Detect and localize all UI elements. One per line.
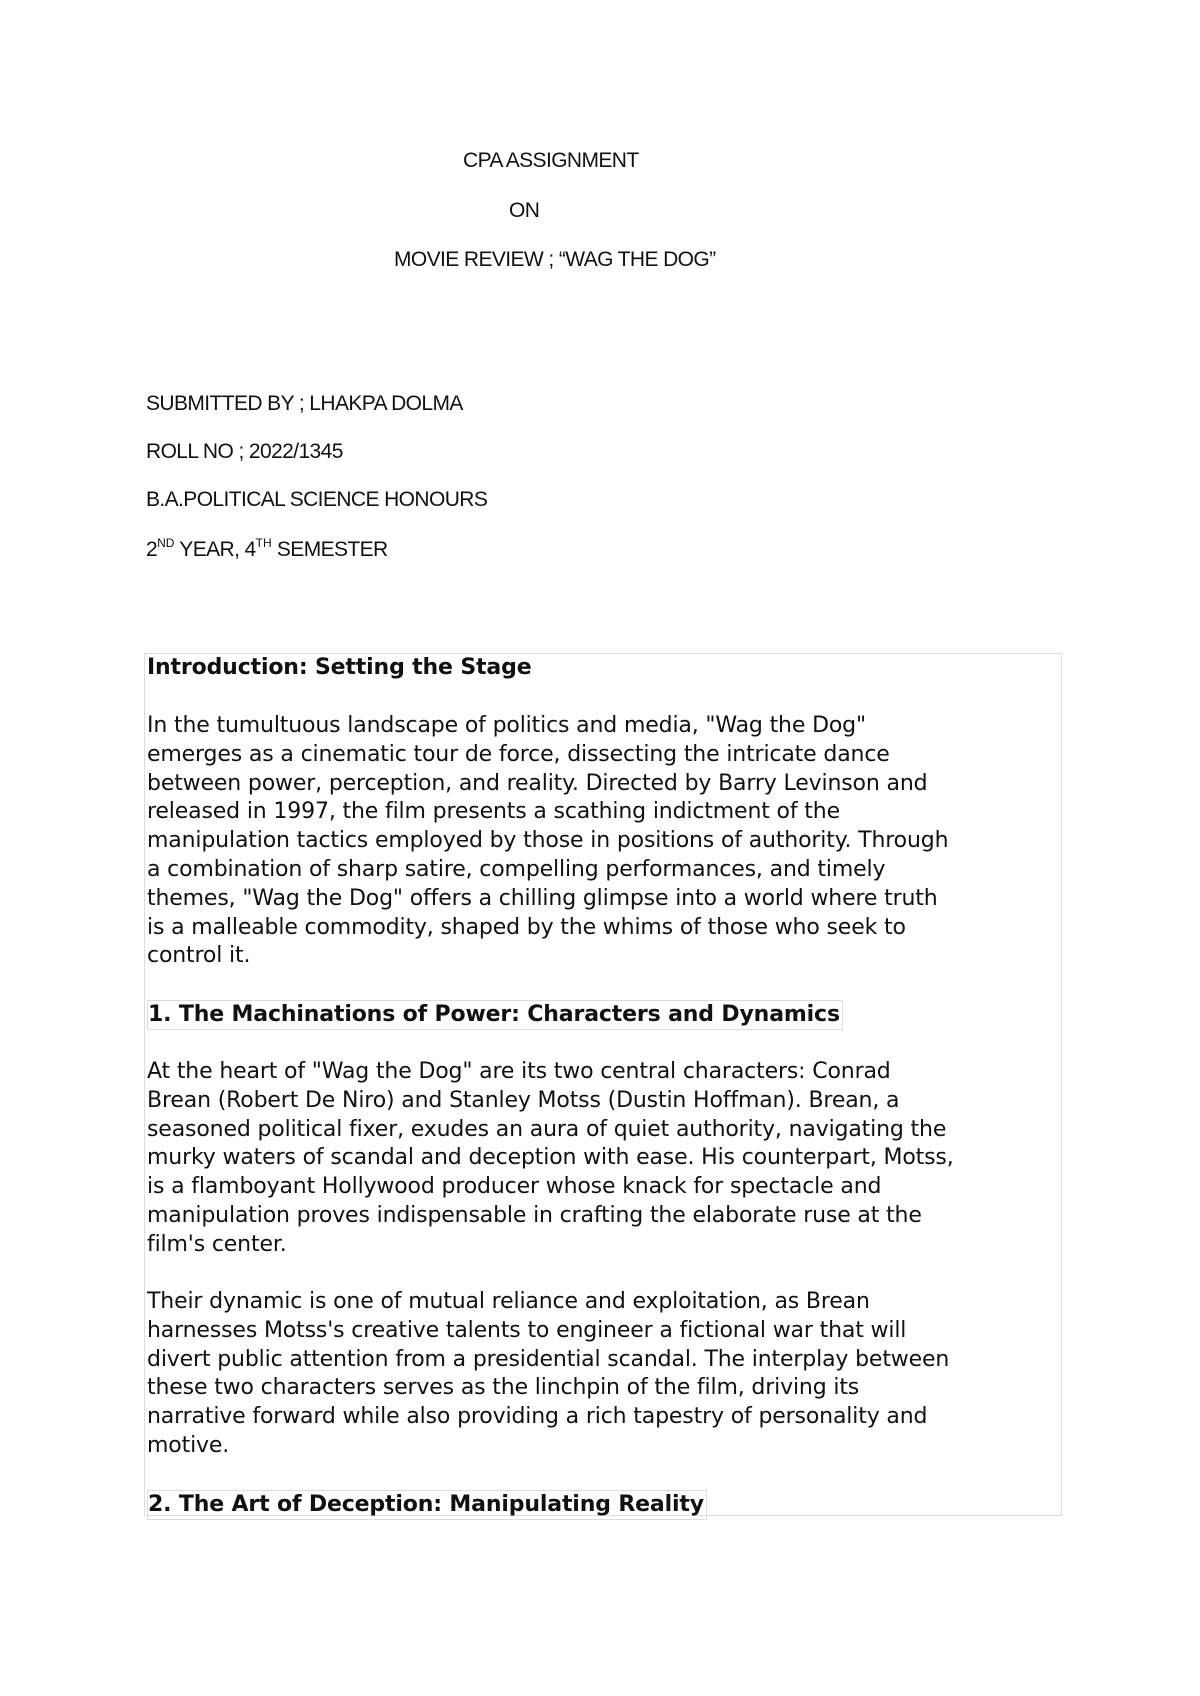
section1-heading: 1. The Machinations of Power: Characters and Dynamics <box>147 1000 843 1030</box>
year-label: YEAR, 4 <box>174 538 256 561</box>
submitted-by: SUBMITTED BY ; LHAKPA DOLMA <box>146 392 463 415</box>
section1-paragraph-2: Their dynamic is one of mutual reliance and exploitation, as Brean harnesses Motss's creative talents to engineer a fictional war that will divert public attention from a presidential scandal. The interplay between these two characters serves as the linchpin of the film, driving its narrative forward while also providing a rich tapestry of personality and motive. <box>147 1289 950 1458</box>
section2-heading: 2. The Art of Deception: Manipulating Reality <box>147 1490 707 1520</box>
year-semester <box>146 536 388 562</box>
cover-title-subject: MOVIE REVIEW ; “WAG THE DOG” <box>394 248 716 271</box>
review-content-box <box>144 653 1062 1516</box>
year-number: 2 <box>146 538 158 561</box>
roll-number: ROLL NO ; 2022/1345 <box>146 440 343 463</box>
cover-title-on: ON <box>509 199 540 222</box>
semester-label: SEMESTER <box>271 538 388 561</box>
course-name: B.A.POLITICAL SCIENCE HONOURS <box>146 488 488 511</box>
year-ordinal-suffix: ND <box>157 536 175 550</box>
intro-paragraph: In the tumultuous landscape of politics and media, "Wag the Dog" emerges as a cinematic tour de force, dissecting the intricate dance between power, perception, and reality. Directed by Barry Levinson and released in 1997, the film presents a scathing indictment of the manipulation tactics employed by those in positions of authority. Through a combination of sharp satire, compelling performances, and timely themes, "Wag the Dog" offers a chilling glimpse into a world where truth is a malleable commodity, shaped by the whims of those who seek to control it. <box>147 713 949 969</box>
cover-title: CPA ASSIGNMENT <box>463 149 639 172</box>
semester-ordinal-suffix: TH <box>255 536 272 550</box>
section1-paragraph-1: At the heart of "Wag the Dog" are its two central characters: Conrad Brean (Robert De Niro) and Stanley Motss (Dustin Hoffman). Brean, a seasoned political fixer, exudes an aura of quiet authority, navigating the murky waters of scandal and deception with ease. His counterpart, Motss, is a flamboyant Hollywood producer whose knack for spectacle and manipulation proves indispensable in crafting the elaborate ruse at the film's center. <box>147 1059 954 1257</box>
intro-heading: Introduction: Setting the Stage <box>147 655 532 680</box>
